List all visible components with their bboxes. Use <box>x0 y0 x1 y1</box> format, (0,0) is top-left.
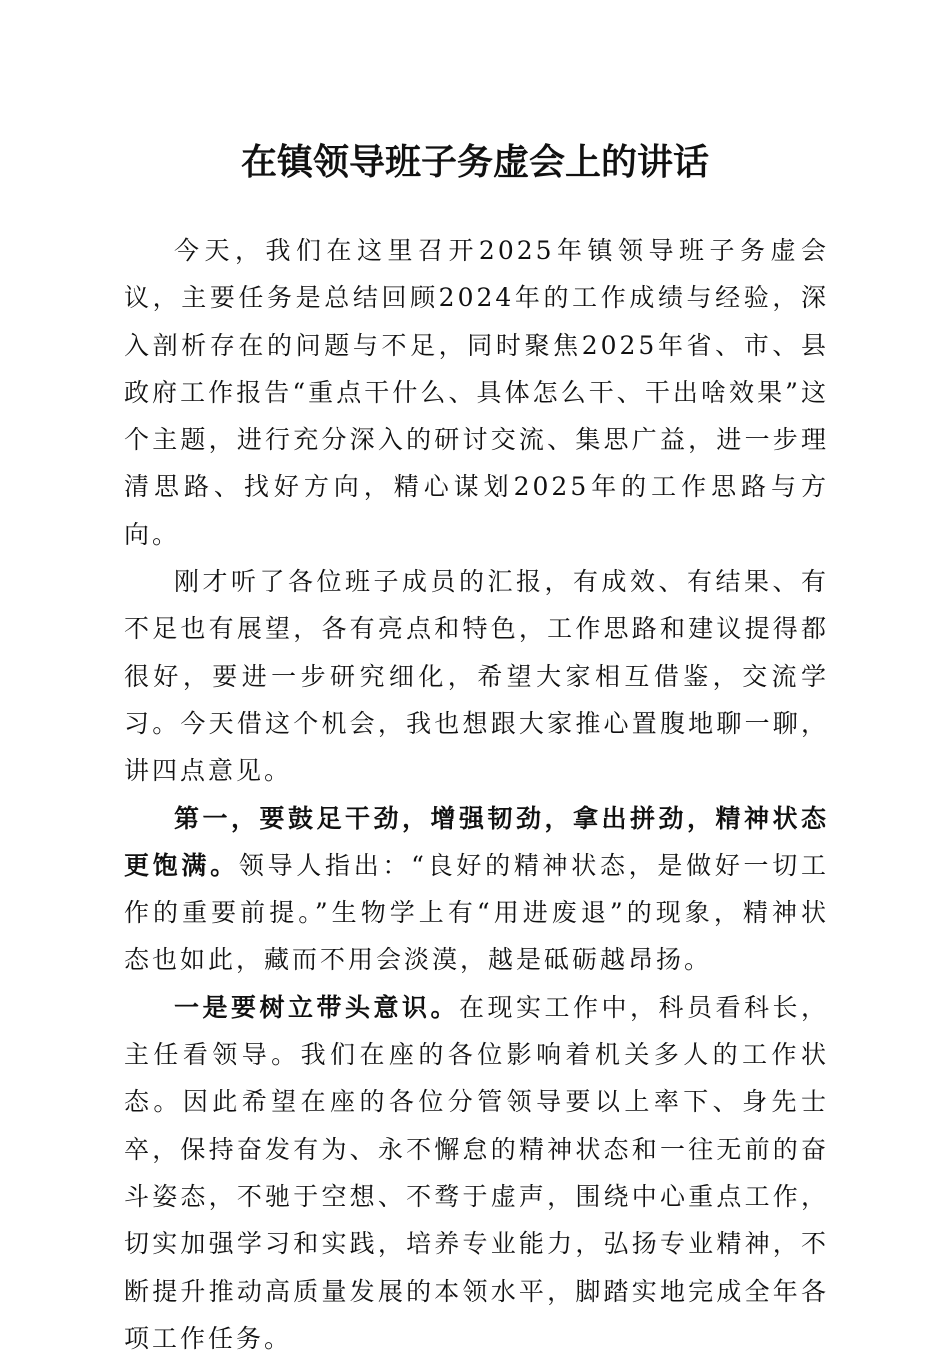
page-title: 在镇领导班子务虚会上的讲话 <box>240 141 709 183</box>
paragraph-review <box>124 558 829 794</box>
paragraph-sub-point-one <box>124 984 829 1362</box>
paragraph-lead: 第一，要鼓足干劲，增强韧劲，拿出拼劲，精神状态更饱满。 <box>124 803 829 880</box>
paragraph-text: 领导人指出：“良好的精神状态，是做好一切工作的重要前提。”生物学上有“用进废退”的现象，精神状态也如此，藏而不用会淡漠，越是砥砺越昂扬。 <box>124 850 829 975</box>
paragraph-text: 刚才听了各位班子成员的汇报，有成效、有结果、有不足也有展望，各有亮点和特色，工作思路和建议提得都很好，要进一步研究细化，希望大家相互借鉴，交流学习。今天借这个机会，我也想跟大家推心置腹地聊一聊，讲四点意见。 <box>124 567 829 786</box>
paragraph-opening <box>124 227 829 558</box>
paragraph-lead: 一是要树立带头意识。 <box>174 992 459 1022</box>
document-body <box>124 227 829 1362</box>
paragraph-text: 在现实工作中，科员看科长，主任看领导。我们在座的各位影响着机关多人的工作状态。因此希望在座的各位分管领导要以上率下、身先士卒，保持奋发有为、永不懈怠的精神状态和一往无前的奋斗姿态，不驰于空想、不骛于虚声，围绕中心重点工作，切实加强学习和实践，培养专业能力，弘扬专业精神，不断提升推动高质量发展的本领水平，脚踏实地完成全年各项工作任务。 <box>124 992 829 1353</box>
paragraph-point-one <box>124 795 829 984</box>
paragraph-text: 今天，我们在这里召开2025年镇领导班子务虚会议，主要任务是总结回顾2024年的工作成绩与经验，深入剖析存在的问题与不足，同时聚焦2025年省、市、县政府工作报告“重点干什么、具体怎么干、干出啥效果”这个主题，进行充分深入的研讨交流、集思广益，进一步理清思路、找好方向，精心谋划2025年的工作思路与方向。 <box>124 236 829 549</box>
